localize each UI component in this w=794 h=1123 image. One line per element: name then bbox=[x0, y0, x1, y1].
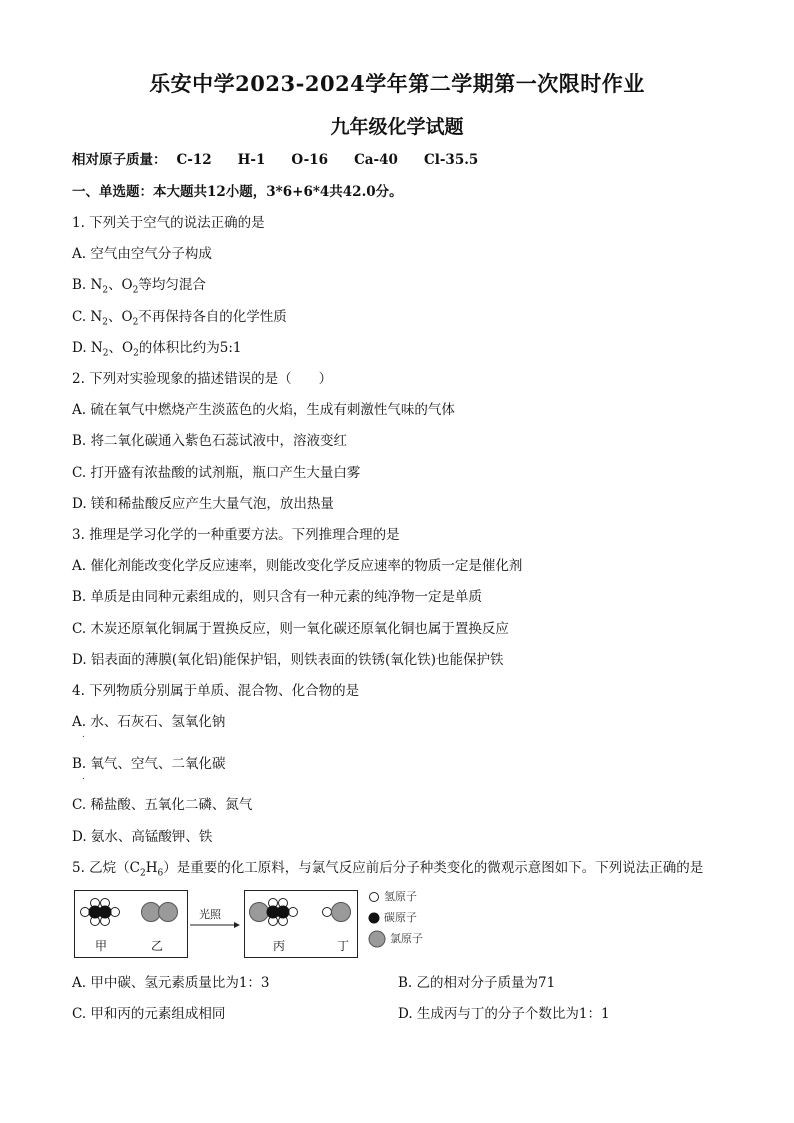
exam-subtitle: 九年级化学试题 bbox=[330, 116, 464, 138]
q2-option-a: A. 硫在氧气中燃烧产生淡蓝色的火焰，生成有刺激性气味的气体 bbox=[72, 402, 455, 418]
q1-option-d: D. $N_2$、$O_2$的体积比约为5:1 bbox=[72, 340, 242, 359]
atomic-mass-item: C-12 bbox=[176, 152, 212, 168]
stray-dot-mark: . bbox=[82, 772, 85, 782]
label-jia: 甲 bbox=[95, 939, 108, 953]
q3-option-a: A. 催化剂能改变化学反应速率，则能改变化学反应速率的物质一定是催化剂 bbox=[72, 558, 523, 574]
atomic-mass-item: O-16 bbox=[291, 152, 329, 168]
q3-stem: 3. 推理是学习化学的一种重要方法。下列推理合理的是 bbox=[72, 527, 400, 543]
legend-chlorine: 氯原子 bbox=[368, 930, 423, 948]
product-box bbox=[244, 890, 358, 958]
arrow-right-icon bbox=[190, 922, 240, 928]
reactant-box bbox=[74, 890, 188, 958]
q4-option-d: D. 氨水、高锰酸钾、铁 bbox=[72, 829, 213, 845]
q2-option-d: D. 镁和稀盐酸反应产生大量气泡，放出热量 bbox=[72, 496, 334, 512]
atomic-mass-item: Cl-35.5 bbox=[423, 152, 479, 168]
label-yi: 乙 bbox=[151, 939, 164, 953]
q3-option-c: C. 木炭还原氧化铜属于置换反应，则一氧化碳还原氧化铜也属于置换反应 bbox=[72, 621, 509, 637]
q4-stem: 4. 下列物质分别属于单质、混合物、化合物的是 bbox=[72, 683, 360, 699]
chloroethane-hcl-molecules-icon bbox=[245, 891, 357, 935]
q5-option-c: C. 甲和丙的元素组成相同 bbox=[72, 1006, 226, 1022]
q5-option-d: D. 生成丙与丁的分子个数比为1：1 bbox=[398, 1006, 610, 1022]
q1-option-b: B. $N_2$、$O_2$等均匀混合 bbox=[72, 277, 206, 296]
q1-stem: 1. 下列关于空气的说法正确的是 bbox=[72, 215, 265, 231]
q5-option-b: B. 乙的相对分子质量为71 bbox=[398, 975, 556, 991]
ethane-chlorine-molecules-icon bbox=[75, 891, 187, 935]
atomic-mass-item: H-1 bbox=[237, 152, 266, 168]
label-bing: 丙 bbox=[273, 939, 286, 953]
q5-stem: 5. 乙烷$(C_2H_6)$是重要的化工原料，与氯气反应前后分子种类变化的微观示意图如下。下列说法正确的是 bbox=[72, 860, 704, 879]
atomic-mass-label: 相对原子质量： bbox=[72, 152, 167, 168]
q2-stem: 2. 下列对实验现象的描述错误的是（ ） bbox=[72, 371, 333, 387]
legend-hydrogen: 氢原子 bbox=[368, 888, 417, 904]
q1-option-a: A. 空气由空气分子构成 bbox=[72, 246, 212, 262]
q4-option-b: B. 氧气、空气、二氧化碳 bbox=[72, 756, 226, 772]
q2-option-c: C. 打开盛有浓盐酸的试剂瓶，瓶口产生大量白雾 bbox=[72, 465, 361, 481]
exam-title: 乐安中学2023-2024学年第二学期第一次限时作业 bbox=[149, 71, 645, 96]
section-heading: 一、单选题：本大题共12小题，3*6+6*4共42.0分。 bbox=[72, 184, 403, 200]
atomic-mass-item: Ca-40 bbox=[354, 152, 398, 168]
arrow-condition-label: 光照 bbox=[199, 908, 221, 921]
atomic-mass-line bbox=[72, 151, 504, 169]
q3-option-b: B. 单质是由同种元素组成的，则只含有一种元素的纯净物一定是单质 bbox=[72, 589, 483, 605]
atom-legend bbox=[368, 888, 458, 954]
q1-option-c: C. $N_2$、$O_2$不再保持各自的化学性质 bbox=[72, 309, 287, 328]
q4-option-c: C. 稀盐酸、五氧化二磷、氮气 bbox=[72, 797, 253, 813]
hydrogen-atom-icon bbox=[368, 891, 380, 903]
q4-option-a: A. 水、石灰石、氢氧化钠 bbox=[72, 714, 226, 730]
stray-dot-mark: . bbox=[82, 730, 85, 740]
q5-option-a: A. 甲中碳、氢元素质量比为1：3 bbox=[72, 975, 270, 991]
chlorine-atom-icon bbox=[368, 930, 386, 948]
q3-option-d: D. 铝表面的薄膜(氧化铝)能保护铝，则铁表面的铁锈(氧化铁)也能保护铁 bbox=[72, 652, 504, 668]
label-ding: 丁 bbox=[337, 939, 350, 953]
legend-carbon: 碳原子 bbox=[368, 909, 417, 925]
carbon-atom-icon bbox=[368, 912, 380, 924]
q2-option-b: B. 将二氧化碳通入紫色石蕊试液中，溶液变红 bbox=[72, 433, 348, 449]
reaction-arrow bbox=[190, 906, 240, 926]
